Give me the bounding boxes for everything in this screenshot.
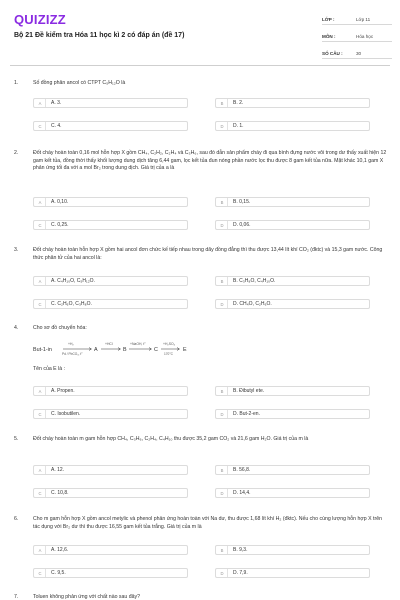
option-letter: C [35,569,46,577]
question-number: 1. [14,80,19,86]
option-text: D. CH₄O, C₂H₆O. [233,301,272,307]
meta-row-grade [322,13,392,25]
option-text: A. C₄H₁₀O, C₅H₁₂O. [51,278,95,284]
option-d[interactable] [215,568,370,578]
meta-value: 30 [356,51,362,56]
question-text: Đốt cháy hoàn toàn 0,16 mol hỗn hợp X gồm CH₄, C₂H₂, C₂H₄ và C₃H₆, sau đó dẫn sản phẩm cháy đi qua bình đựng nước vôi trong dư thấy xuất hiện 12 gam kết tủa, đồng thời thấy khối lượng dung dịch tăng 6,44 gam, lọc kết tủa đun nóng phần nước lọc thu được 8 gam kết tủa nữa. Mặt khác 10,1 gam X phản ứng tối đa với a mol Br₂ trong dung dịch. Giá trị của a là [33,150,387,172]
meta-label: MÔN : [322,34,336,39]
option-text: B. 2. [233,100,244,106]
option-text: C. C₂H₆O, C₃H₈O. [51,301,92,307]
option-c[interactable] [33,121,188,131]
question-2 [10,150,390,232]
option-text: D. 0,06. [233,222,251,228]
question-3 [10,247,390,315]
scheme-cond2-top: +HCl [105,342,113,346]
option-text: D. 1. [233,123,244,129]
option-letter: C [35,410,46,418]
option-b[interactable] [215,386,370,396]
option-letter: C [35,489,46,497]
option-text: A. 0,10. [51,199,69,205]
scheme-start: But-1-in [33,347,52,353]
option-text: D. 7,9. [233,570,248,576]
question-number: 3. [14,247,19,253]
worksheet-header [0,0,400,64]
page-title: Bộ 21 Đề kiểm tra Hóa 11 học kì 2 có đáp án (đề 17) [14,32,185,39]
meta-value: Lớp 11 [356,17,371,22]
question-text: Đốt cháy hoàn toàn hỗn hợp X gồm hai ancol đơn chức kế tiếp nhau trong dãy đồng đẳng thì thu được 13,44 lít khí CO₂ (đktc) và 15,3 gam nước. Công thức phân tử của hai ancol là: [33,247,383,261]
option-text: C. 10,8. [51,490,69,496]
option-letter: C [35,221,46,229]
question-4 [10,325,390,423]
question-number: 2. [14,150,19,156]
question-number: 4. [14,325,19,331]
option-c[interactable] [33,299,188,309]
scheme-cond1-bottom: Pd / PbCO₃, t° [62,352,83,356]
question-subtext: Tên của E là : [33,366,66,372]
option-letter: B [217,99,228,107]
question-text: Đốt cháy hoàn toàn m gam hỗn hợp CH₄, C₃H₆, C₂H₄, C₄H₁₀ thu được 35,2 gam CO₂ và 21,6 gam H₂O. Giá trị của m là [33,436,309,442]
option-a[interactable] [33,276,188,286]
scheme-b: B [123,347,127,353]
question-1 [10,80,390,136]
option-d[interactable] [215,299,370,309]
option-text: A. Propen. [51,388,75,394]
scheme-cond1-top: +H₂ [68,342,74,346]
option-text: C. 0,25. [51,222,69,228]
option-text: C. Isobutilen. [51,411,81,417]
option-b[interactable] [215,465,370,475]
scheme-cond4-top: +H₂SO₄ [163,342,176,346]
meta-row-subject [322,30,392,42]
option-d[interactable] [215,409,370,419]
option-b[interactable] [215,276,370,286]
question-number: 7. [14,594,19,600]
meta-label: SỐ CÂU : [322,51,343,56]
option-letter: A [35,387,46,395]
question-text: Toluen không phản ứng với chất nào sau đây? [33,594,140,600]
option-letter: D [217,300,228,308]
option-letter: B [217,387,228,395]
scheme-a: A [94,347,98,353]
option-letter: A [35,277,46,285]
option-letter: B [217,466,228,474]
option-text: C. 4. [51,123,62,129]
meta-value: Hóa học [356,34,374,39]
option-letter: A [35,99,46,107]
option-text: A. 12. [51,467,65,473]
option-a[interactable] [33,197,188,207]
option-letter: B [217,277,228,285]
question-text: Số đồng phân ancol có CTPT C₅H₁₂O là [33,80,126,86]
option-text: B. C₃H₈O, C₄H₁₀O. [233,278,276,284]
meta-panel [322,13,392,64]
option-d[interactable] [215,121,370,131]
option-letter: D [217,122,228,130]
option-text: A. 12,6. [51,547,69,553]
meta-row-count [322,47,392,59]
option-letter: D [217,489,228,497]
option-c[interactable] [33,409,188,419]
reaction-scheme [33,339,203,361]
header-divider [10,65,390,66]
option-text: B. 56,8. [233,467,251,473]
option-text: B. Đibutyl ete. [233,388,265,394]
scheme-cond3-top: +NaOH, t° [130,342,146,346]
option-letter: A [35,198,46,206]
option-letter: A [35,466,46,474]
option-d[interactable] [215,220,370,230]
option-b[interactable] [215,545,370,555]
scheme-cond4-bottom: 170°C [164,352,173,356]
option-b[interactable] [215,98,370,108]
option-letter: B [217,546,228,554]
option-text: B. 9,3. [233,547,248,553]
option-text: B. 0,15. [233,199,251,205]
option-text: C. 9,5. [51,570,66,576]
meta-label: LỚP : [322,17,335,22]
option-b[interactable] [215,197,370,207]
option-c[interactable] [33,220,188,230]
scheme-e: E [183,347,187,353]
option-letter: D [217,569,228,577]
option-letter: A [35,546,46,554]
option-c[interactable] [33,488,188,498]
question-number: 6. [14,516,19,522]
option-c[interactable] [33,568,188,578]
option-text: D. 14,4. [233,490,251,496]
scheme-c: C [154,347,158,353]
option-letter: B [217,198,228,206]
question-number: 5. [14,436,19,442]
question-6 [10,516,390,582]
question-5 [10,436,390,502]
option-a[interactable] [33,98,188,108]
option-d[interactable] [215,488,370,498]
question-text: Cho m gam hỗn hợp X gồm ancol metylic và phenol phản ứng hoàn toàn với Na dư, thu được 1,68 lít khí H₂ (đktc). Nếu cho cùng lượng hỗn hợp X trên tác dụng với Br₂ dư thì thu được 16,55 gam kết tủa trắng. Giá trị của m là [33,516,382,530]
quizizz-logo: QUIZIZZ [14,12,66,27]
option-letter: D [217,410,228,418]
option-text: A. 3. [51,100,62,106]
option-letter: C [35,300,46,308]
option-a[interactable] [33,386,188,396]
option-letter: C [35,122,46,130]
option-a[interactable] [33,545,188,555]
option-a[interactable] [33,465,188,475]
option-letter: D [217,221,228,229]
question-text: Cho sơ đồ chuyển hóa: [33,325,87,331]
option-text: D. But-2-en. [233,411,260,417]
